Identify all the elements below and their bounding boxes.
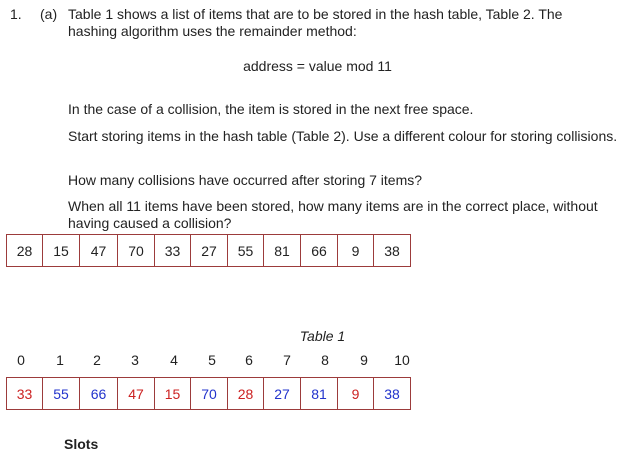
slot-index: 0 [17, 352, 25, 368]
slot-index: 3 [131, 352, 139, 368]
slots-label: Slots [64, 436, 99, 452]
table1-cell: 15 [43, 235, 80, 267]
slot-cell: 9 [338, 378, 374, 410]
table-1-caption: Table 1 [299, 328, 346, 344]
question-collisions: How many collisions have occurred after storing 7 items? [68, 172, 423, 188]
table-1 [6, 234, 411, 267]
slot-cell: 15 [155, 378, 191, 410]
question-correct-place: When all 11 items have been stored, how many items are in the correct place, without having caused a collision? [68, 198, 598, 231]
table1-cell: 9 [338, 235, 374, 267]
slot-cell: 28 [228, 378, 264, 410]
slot-index: 7 [283, 352, 291, 368]
slot-index: 10 [394, 352, 410, 368]
table1-cell: 81 [264, 235, 301, 267]
slot-cell: 81 [301, 378, 338, 410]
table-row [7, 378, 411, 410]
table1-cell: 70 [118, 235, 155, 267]
table1-cell: 47 [80, 235, 118, 267]
slot-index: 9 [360, 352, 368, 368]
slot-cell: 27 [264, 378, 301, 410]
slot-cell: 38 [374, 378, 411, 410]
instruction-storing: Start storing items in the hash table (Table 2). Use a different colour for storing collisions. [68, 128, 618, 144]
slot-cell: 55 [43, 378, 80, 410]
slot-index: 8 [321, 352, 329, 368]
hash-formula: address = value mod 11 [243, 58, 392, 74]
slot-cell: 70 [191, 378, 228, 410]
table1-cell: 33 [155, 235, 191, 267]
slot-cell: 66 [80, 378, 118, 410]
question-intro: Table 1 shows a list of items that are to be stored in the hash table, Table 2. The hashing algorithm uses the remainder method: [68, 6, 563, 39]
table-row [7, 235, 411, 267]
slot-index: 2 [93, 352, 101, 368]
table1-cell: 66 [301, 235, 338, 267]
slot-index: 5 [208, 352, 216, 368]
collision-rule: In the case of a collision, the item is stored in the next free space. [68, 101, 474, 117]
slot-index: 1 [56, 352, 64, 368]
table1-cell: 55 [228, 235, 264, 267]
slot-cell: 33 [7, 378, 43, 410]
slot-index: 6 [245, 352, 253, 368]
slot-cell: 47 [118, 378, 155, 410]
question-part: (a) [40, 6, 58, 22]
slot-index: 4 [170, 352, 178, 368]
table1-cell: 38 [374, 235, 411, 267]
question-number: 1. [10, 6, 22, 22]
table-2-hash-slots [6, 377, 411, 410]
table1-cell: 27 [191, 235, 228, 267]
table1-cell: 28 [7, 235, 43, 267]
